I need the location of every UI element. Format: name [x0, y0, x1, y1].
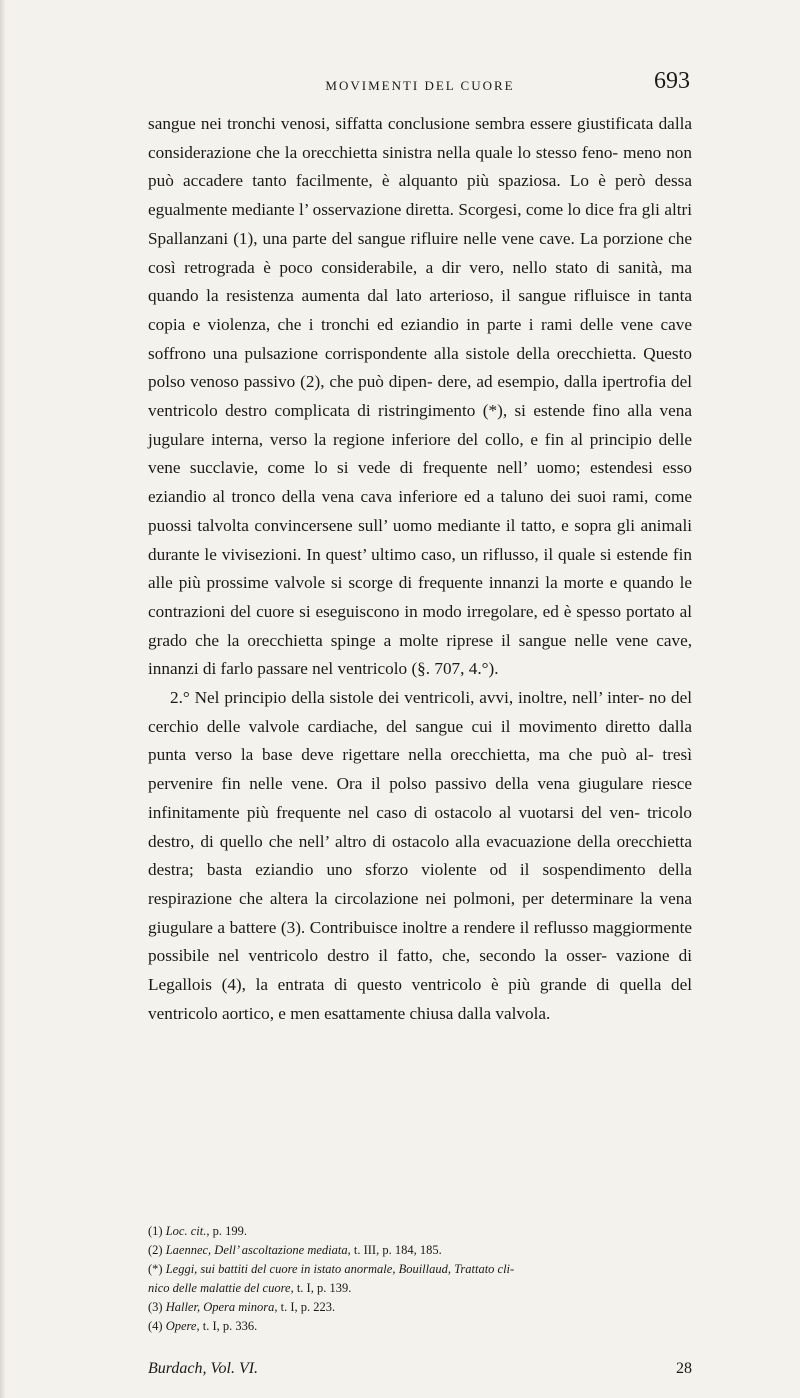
paragraph-1: sangue nei tronchi venosi, siffatta conclusione sembra essere giustificata dalla considerazione che la orecchietta sinistra nella quale lo stesso feno- meno non può accadere tanto facilmente, è alquanto più spaziosa. Lo è però dessa egualmente mediante l’ osservazione diretta. Scorgesi, come lo dice fra gli altri Spallanzani (1), una parte del sangue rifluire nelle vene cave. La porzione che così retrograda è poco considerabile, a dir vero, nello stato di sanità, ma quando la resistenza aumenta dal lato arterioso, il sangue rifluisce in tanta copia e violenza, che i tronchi ed eziandio in parte i rami delle vene cave soffrono una pulsazione corrispondente alla sistole della orecchietta. Questo polso venoso passivo (2), che può dipen- dere, ad esempio, dalla ipertrofia del ventricolo destro complicata di ristringimento (*), si estende fino alla vena jugulare interna, verso la regione inferiore del collo, e fin al principio delle vene succlavie, come lo si vede di frequente nell’ uomo; estendesi esso eziandio al tronco della vena cava inferiore ed a taluno dei suoi rami, come puossi talvolta convincersene sull’ uomo mediante il tatto, e sopra gli animali durante le vivisezioni. In quest’ ultimo caso, un riflusso, il quale si estende fin alle più prossime valvole si scorge di frequente innanzi la morte e quando le contrazioni del cuore si eseguiscono in modo irregolare, ed è spesso portato al grado che la orecchietta spinge a molte riprese il sangue nelle vene cave, innanzi di farlo passare nel ventricolo (§. 707, 4.°). [148, 114, 692, 679]
footnote-mark: (*) [148, 1262, 163, 1276]
footnote-citation: Haller, Opera minora [165, 1300, 275, 1314]
footnote-detail: , t. III, p. 184, 185. [347, 1243, 442, 1257]
footnote-asterisk-continued [148, 1279, 692, 1298]
gathering-number: 28 [676, 1360, 692, 1377]
volume-signature: Burdach, Vol. VI. [148, 1360, 259, 1377]
footnote-1 [148, 1222, 692, 1241]
running-title: MOVIMENTI DEL CUORE [325, 78, 515, 93]
footnotes [148, 1222, 692, 1336]
footnote-citation: nico delle malattie del cuore [148, 1281, 291, 1295]
footnote-citation: Laennec, Dell’ ascoltazione mediata [165, 1243, 348, 1257]
page-edge-shadow [0, 0, 6, 1398]
footnote-detail: , p. 199. [206, 1224, 247, 1238]
page-number: 693 [654, 68, 690, 94]
footnote-citation: Opere [165, 1319, 197, 1333]
paragraph-2: 2.° Nel principio della sistole dei ventricoli, avvi, inoltre, nell’ inter- no del cerchio delle valvole cardiache, del sangue cui il movimento diretto dalla punta verso la base deve rigettare nella orecchietta, ma che può al- tresì pervenire fin nelle vene. Ora il polso passivo della vena giugulare riesce infinitamente più frequente nel caso di ostacolo al vuotarsi del ven- tricolo destro, di quello che nell’ altro di ostacolo alla evacuazione della orecchietta destra; basta eziandio uno sforzo violente od il sospendimento della respirazione che altera la circolazione nei polmoni, per determinare la vena giugulare a battere (3). Contribuisce inoltre a rendere il reflusso maggiormente possibile nel ventricolo destro il fatto, che, secondo la osser- vazione di Legallois (4), la entrata di questo ventricolo è più grande di quella del ventricolo aortico, e men esattamente chiusa dalla valvola. [148, 688, 692, 1023]
footnote-asterisk [148, 1260, 692, 1279]
body-text [148, 110, 692, 1029]
page-header [150, 68, 690, 114]
footnote-3 [148, 1298, 692, 1317]
footnote-2 [148, 1241, 692, 1260]
footnote-detail: , t. I, p. 336. [196, 1319, 258, 1333]
footnote-citation: Loc. cit. [165, 1224, 207, 1238]
signature-line [148, 1360, 692, 1384]
footnote-citation: Leggi, sui battiti del cuore in istato anormale, Bouillaud, Trattato cli- [165, 1262, 515, 1276]
footnote-detail: , t. I, p. 223. [274, 1300, 336, 1314]
footnote-mark: (2) [148, 1243, 163, 1257]
footnote-detail: , t. I, p. 139. [290, 1281, 352, 1295]
footnote-mark: (3) [148, 1300, 163, 1314]
footnote-4 [148, 1317, 692, 1336]
footnote-mark: (1) [148, 1224, 163, 1238]
footnote-mark: (4) [148, 1319, 163, 1333]
